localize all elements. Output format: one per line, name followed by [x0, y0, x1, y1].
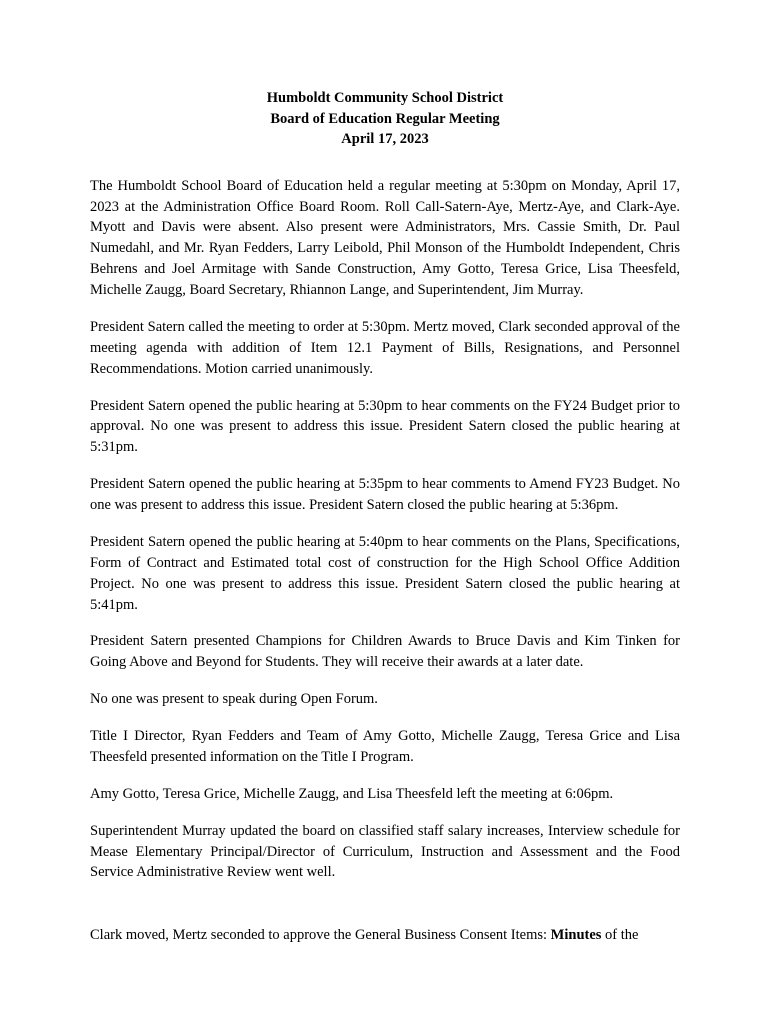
- paragraph-departures: Amy Gotto, Teresa Grice, Michelle Zaugg, and Lisa Theesfeld left the meeting at 6:06pm.: [90, 785, 614, 802]
- paragraph-hearing-office-addition: President Satern opened the public hearing at 5:40pm to hear comments on the Plans, Specifications, Form of Contract and Estimated total cost of construction for the High School Office Addition Project. No one was present to address this issue. President Satern closed the public hearing at 5:41pm.: [90, 533, 680, 613]
- paragraph-spacer: [90, 899, 680, 925]
- paragraph-hearing-fy24-budget: President Satern opened the public hearing at 5:30pm to hear comments on the FY24 Budget prior to approval. No one was present to address this issue. President Satern closed the public hearing at 5:31pm.: [90, 397, 680, 456]
- paragraph-consent-items: [90, 925, 680, 946]
- paragraph-call-to-order: President Satern called the meeting to order at 5:30pm. Mertz moved, Clark seconded approval of the meeting agenda with addition of Item 12.1 Payment of Bills, Resignations, and Personnel Recommendations. Motion carried unanimously.: [90, 318, 680, 377]
- paragraph-attendance: The Humboldt School Board of Education held a regular meeting at 5:30pm on Monday, April 17, 2023 at the Administration Office Board Room. Roll Call-Satern-Aye, Mertz-Aye, and Clark-Aye. Myott and Davis were absent. Also present were Administrators, Mrs. Cassie Smith, Dr. Paul Numedahl, and Mr. Ryan Fedders, Larry Leibold, Phil Monson of the Humboldt Independent, Chris Behrens and Joel Armitage with Sande Construction, Amy Gotto, Teresa Grice, Lisa Theesfeld, Michelle Zaugg, Board Secretary, Rhiannon Lange, and Superintendent, Jim Murray.: [90, 177, 680, 299]
- header-meeting-date: April 17, 2023: [341, 131, 429, 148]
- header-meeting-title: Board of Education Regular Meeting: [270, 110, 500, 127]
- header-district-name: Humboldt Community School District: [266, 90, 504, 106]
- paragraph-title-one-presentation: Title I Director, Ryan Fedders and Team of Amy Gotto, Michelle Zaugg, Teresa Grice and Lisa Theesfeld presented information on the Title I Program.: [90, 728, 680, 765]
- document-header: [90, 88, 680, 150]
- paragraph-champions-awards: President Satern presented Champions for Children Awards to Bruce Davis and Kim Tinken for Going Above and Beyond for Students. They will receive their awards at a later date.: [90, 633, 680, 671]
- paragraph-open-forum: No one was present to speak during Open Forum.: [90, 691, 378, 708]
- paragraph-superintendent-update: Superintendent Murray updated the board on classified staff salary increases, Interview schedule for Mease Elementary Principal/Director of Curriculum, Instruction and Assessment and the Food Service Administrative Review went well.: [90, 822, 680, 881]
- consent-items-text-before: Clark moved, Mertz seconded to approve the General Business Consent Items:: [90, 927, 551, 944]
- paragraph-hearing-amend-fy23: President Satern opened the public hearing at 5:35pm to hear comments to Amend FY23 Budget. No one was present to address this issue. President Satern closed the public hearing at 5:36pm.: [90, 476, 680, 514]
- consent-items-minutes-label: Minutes: [550, 927, 602, 944]
- consent-items-text-after: of the: [601, 927, 639, 944]
